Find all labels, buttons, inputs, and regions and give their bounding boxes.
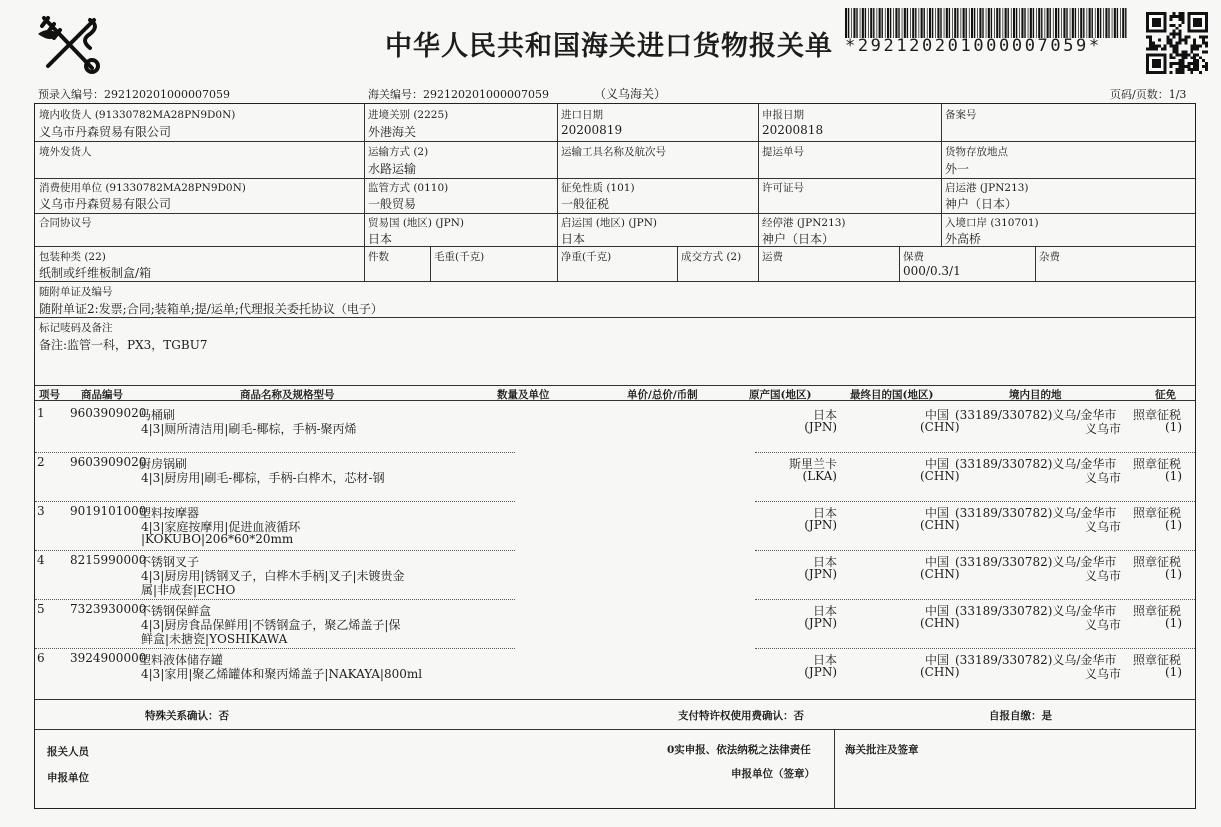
item-levy-code: (1) <box>1165 469 1182 483</box>
entry-port-value: 外高桥 <box>945 232 982 246</box>
package-label: 包装种类 (22) <box>39 251 106 263</box>
consumer-value: 义乌市丹森贸易有限公司 <box>39 197 172 211</box>
item-no: 6 <box>37 651 45 665</box>
declarant-label: 报关人员 <box>47 746 89 758</box>
barcode-text: *292120201000007059* <box>845 36 1102 56</box>
trade-country-value: 日本 <box>368 232 393 246</box>
consignor-label: 境外发货人 <box>39 146 92 158</box>
item-domestic: (33189/330782)义乌/金华市 <box>955 506 1117 520</box>
document-title: 中华人民共和国海关进口货物报关单 <box>385 31 833 62</box>
customs-name: （义乌海关） <box>594 87 667 101</box>
col-price: 单价/总价/币制 <box>627 389 698 401</box>
item-dest-code: (CHN) <box>920 616 960 630</box>
item-spec: 属|非成套|ECHO <box>141 583 236 597</box>
item-dest-code: (CHN) <box>920 469 960 483</box>
item-levy: 照章征税 <box>1133 653 1182 667</box>
import-date-label: 进口日期 <box>561 109 603 121</box>
bill-no-label: 提运单号 <box>762 146 804 158</box>
origin-country-value: 日本 <box>561 232 586 246</box>
item-levy-code: (1) <box>1165 616 1182 630</box>
item-spec: 鲜盒|未搪瓷|YOSHIKAWA <box>141 632 288 646</box>
item-origin-code: (JPN) <box>804 518 837 532</box>
origin-country-label: 启运国 (地区) (JPN) <box>561 217 658 229</box>
entry-customs-label: 进境关别 (2225) <box>368 109 449 121</box>
package-value: 纸制或纤维板制盒/箱 <box>39 266 152 280</box>
import-date-value: 20200819 <box>561 123 623 137</box>
declare-date-label: 申报日期 <box>762 109 804 121</box>
item-domestic-city: 义乌市 <box>1085 569 1122 583</box>
barcode <box>845 8 1130 38</box>
col-origin: 原产国(地区) <box>749 389 812 401</box>
item-spec: 4|3|家用|聚乙烯罐体和聚丙烯盖子|NAKAYA|800ml <box>141 667 423 681</box>
item-spec: |KOKUBO|206*60*20mm <box>141 532 294 546</box>
item-dest-code: (CHN) <box>920 665 960 679</box>
item-origin-code: (LKA) <box>802 469 837 483</box>
item-code: 7323930000 <box>70 602 147 616</box>
item-no: 1 <box>37 406 45 420</box>
item-code: 9603909020 <box>70 455 147 469</box>
item-no: 4 <box>37 553 45 567</box>
levy-nature-label: 征免性质 (101) <box>561 182 635 194</box>
row-separator <box>35 550 515 551</box>
item-origin: 日本 <box>812 506 837 520</box>
trade-country-label: 贸易国 (地区) (JPN) <box>368 217 465 229</box>
docs-value: 随附单证2:发票;合同;装箱单;提/运单;代理报关委托协议（电子） <box>39 302 383 316</box>
contract-label: 合同协议号 <box>39 217 92 229</box>
row-separator <box>755 452 1195 453</box>
self-pay: 自报自缴：是 <box>989 710 1052 722</box>
remarks-value: 备注:监管一科，PX3，TGBU7 <box>39 338 208 352</box>
col-item-no: 项号 <box>39 389 60 401</box>
item-levy-code: (1) <box>1165 567 1182 581</box>
item-levy: 照章征税 <box>1133 555 1182 569</box>
item-no: 3 <box>37 504 45 518</box>
gross-weight-label: 毛重(千克) <box>434 251 485 263</box>
item-origin: 斯里兰卡 <box>788 457 837 471</box>
item-dest: 中国 <box>925 506 950 520</box>
item-spec: 4|3|厨房用|锈钢叉子，白桦木手柄|叉子|未镀贵金 <box>141 569 405 583</box>
remarks-label: 标记唛码及备注 <box>39 322 113 334</box>
item-levy: 照章征税 <box>1133 506 1182 520</box>
item-origin-code: (JPN) <box>804 567 837 581</box>
customs-number: 海关编号：292120201000007059 <box>368 88 549 101</box>
row-separator <box>35 501 515 502</box>
row-separator <box>755 599 1195 600</box>
col-destination: 最终目的国(地区) <box>850 389 934 401</box>
declaration-form <box>34 103 1196 809</box>
departure-port-value: 神户（日本） <box>945 197 1018 211</box>
item-name: 厨房锅刷 <box>139 457 188 471</box>
item-spec: 4|3|厕所清洁用|刷毛-椰棕，手柄-聚丙烯 <box>141 422 357 436</box>
row-separator <box>35 648 515 649</box>
col-domestic: 境内目的地 <box>1009 389 1062 401</box>
item-levy: 照章征税 <box>1133 457 1182 471</box>
item-domestic-city: 义乌市 <box>1085 422 1122 436</box>
item-domestic-city: 义乌市 <box>1085 471 1122 485</box>
item-levy-code: (1) <box>1165 665 1182 679</box>
item-origin-code: (JPN) <box>804 665 837 679</box>
departure-port-label: 启运港 (JPN213) <box>945 182 1029 194</box>
item-code: 3924900000 <box>70 651 147 665</box>
item-no: 5 <box>37 602 45 616</box>
declare-unit-seal: 申报单位（签章） <box>731 768 815 780</box>
item-domestic: (33189/330782)义乌/金华市 <box>955 653 1117 667</box>
item-origin: 日本 <box>812 653 837 667</box>
license-label: 许可证号 <box>762 182 804 194</box>
item-levy: 照章征税 <box>1133 408 1182 422</box>
item-domestic: (33189/330782)义乌/金华市 <box>955 457 1117 471</box>
consumer-label: 消费使用单位 (91330782MA28PN9D0N) <box>39 182 246 194</box>
item-dest: 中国 <box>925 604 950 618</box>
item-spec: 4|3|厨房食品保鲜用|不锈钢盒子，聚乙烯盖子|保 <box>141 618 401 632</box>
docs-label: 随附单证及编号 <box>39 286 113 298</box>
supervision-value: 一般贸易 <box>368 197 417 211</box>
item-domestic-city: 义乌市 <box>1085 667 1122 681</box>
transport-mode-label: 运输方式 (2) <box>368 146 429 158</box>
item-code: 8215990000 <box>70 553 147 567</box>
row-separator <box>755 501 1195 502</box>
item-dest-code: (CHN) <box>920 567 960 581</box>
item-domestic-city: 义乌市 <box>1085 520 1122 534</box>
item-no: 2 <box>37 455 45 469</box>
item-name: 塑料按摩器 <box>139 506 200 520</box>
entry-port-label: 入境口岸 (310701) <box>945 217 1039 229</box>
item-domestic: (33189/330782)义乌/金华市 <box>955 604 1117 618</box>
insurance-label: 保费 <box>903 251 924 263</box>
royalty-confirmation: 支付特许权使用费确认：否 <box>678 710 804 722</box>
item-levy: 照章征税 <box>1133 604 1182 618</box>
item-code: 9019101000 <box>70 504 147 518</box>
entry-customs-value: 外港海关 <box>368 125 417 139</box>
vessel-label: 运输工具名称及航次号 <box>561 146 666 158</box>
qr-code <box>1146 12 1208 74</box>
item-origin: 日本 <box>812 604 837 618</box>
item-levy-code: (1) <box>1165 518 1182 532</box>
transport-mode-value: 水路运输 <box>368 162 417 176</box>
item-dest-code: (CHN) <box>920 420 960 434</box>
insurance-value: 000/0.3/1 <box>903 264 961 278</box>
item-origin: 日本 <box>812 408 837 422</box>
customs-approval: 海关批注及签章 <box>845 744 919 756</box>
storage-value: 外一 <box>945 162 970 176</box>
item-name: 马桶刷 <box>139 408 176 422</box>
customs-emblem-icon <box>34 8 104 78</box>
item-domestic: (33189/330782)义乌/金华市 <box>955 555 1117 569</box>
storage-label: 货物存放地点 <box>945 146 1008 158</box>
row-separator <box>35 599 515 600</box>
deal-mode-label: 成交方式 (2) <box>681 251 742 263</box>
row-separator <box>35 452 515 453</box>
freight-label: 运费 <box>762 251 783 263</box>
item-dest: 中国 <box>925 408 950 422</box>
item-dest: 中国 <box>925 555 950 569</box>
item-origin-code: (JPN) <box>804 420 837 434</box>
col-qty: 数量及单位 <box>497 389 550 401</box>
consignee-value: 义乌市丹森贸易有限公司 <box>39 125 172 139</box>
via-port-value: 神户（日本） <box>762 232 835 246</box>
item-domestic: (33189/330782)义乌/金华市 <box>955 408 1117 422</box>
col-name: 商品名称及规格型号 <box>240 389 335 401</box>
consignee-label: 境内收货人 (91330782MA28PN9D0N) <box>39 109 236 121</box>
net-weight-label: 净重(千克) <box>561 251 612 263</box>
declare-unit-label: 申报单位 <box>47 772 89 784</box>
via-port-label: 经停港 (JPN213) <box>762 217 846 229</box>
item-dest: 中国 <box>925 653 950 667</box>
special-relation: 特殊关系确认：否 <box>145 710 229 722</box>
item-origin: 日本 <box>812 555 837 569</box>
item-code: 9603909020 <box>70 406 147 420</box>
col-levy: 征免 <box>1155 389 1176 401</box>
item-origin-code: (JPN) <box>804 616 837 630</box>
item-dest: 中国 <box>925 457 950 471</box>
item-dest-code: (CHN) <box>920 518 960 532</box>
legal-statement: 0实申报、依法纳税之法律责任 <box>667 744 811 756</box>
item-name: 不锈钢保鲜盒 <box>139 604 212 618</box>
col-code: 商品编号 <box>81 389 123 401</box>
item-name: 不锈钢叉子 <box>139 555 200 569</box>
page-indicator: 页码/页数：1/3 <box>1110 88 1187 101</box>
item-spec: 4|3|厨房用|刷毛-椰棕，手柄-白桦木，芯材-钢 <box>141 471 385 485</box>
declare-date-value: 20200818 <box>762 123 824 137</box>
item-domestic-city: 义乌市 <box>1085 618 1122 632</box>
item-spec: 4|3|家庭按摩用|促进血液循环 <box>141 520 301 534</box>
misc-fee-label: 杂费 <box>1039 251 1060 263</box>
pre-entry-number: 预录入编号：292120201000007059 <box>38 88 230 101</box>
record-no-label: 备案号 <box>945 109 977 121</box>
row-separator <box>755 648 1195 649</box>
row-separator <box>755 550 1195 551</box>
levy-nature-value: 一般征税 <box>561 197 610 211</box>
item-levy-code: (1) <box>1165 420 1182 434</box>
supervision-label: 监管方式 (0110) <box>368 182 449 194</box>
item-name: 塑料液体储存罐 <box>139 653 224 667</box>
pieces-label: 件数 <box>368 251 389 263</box>
